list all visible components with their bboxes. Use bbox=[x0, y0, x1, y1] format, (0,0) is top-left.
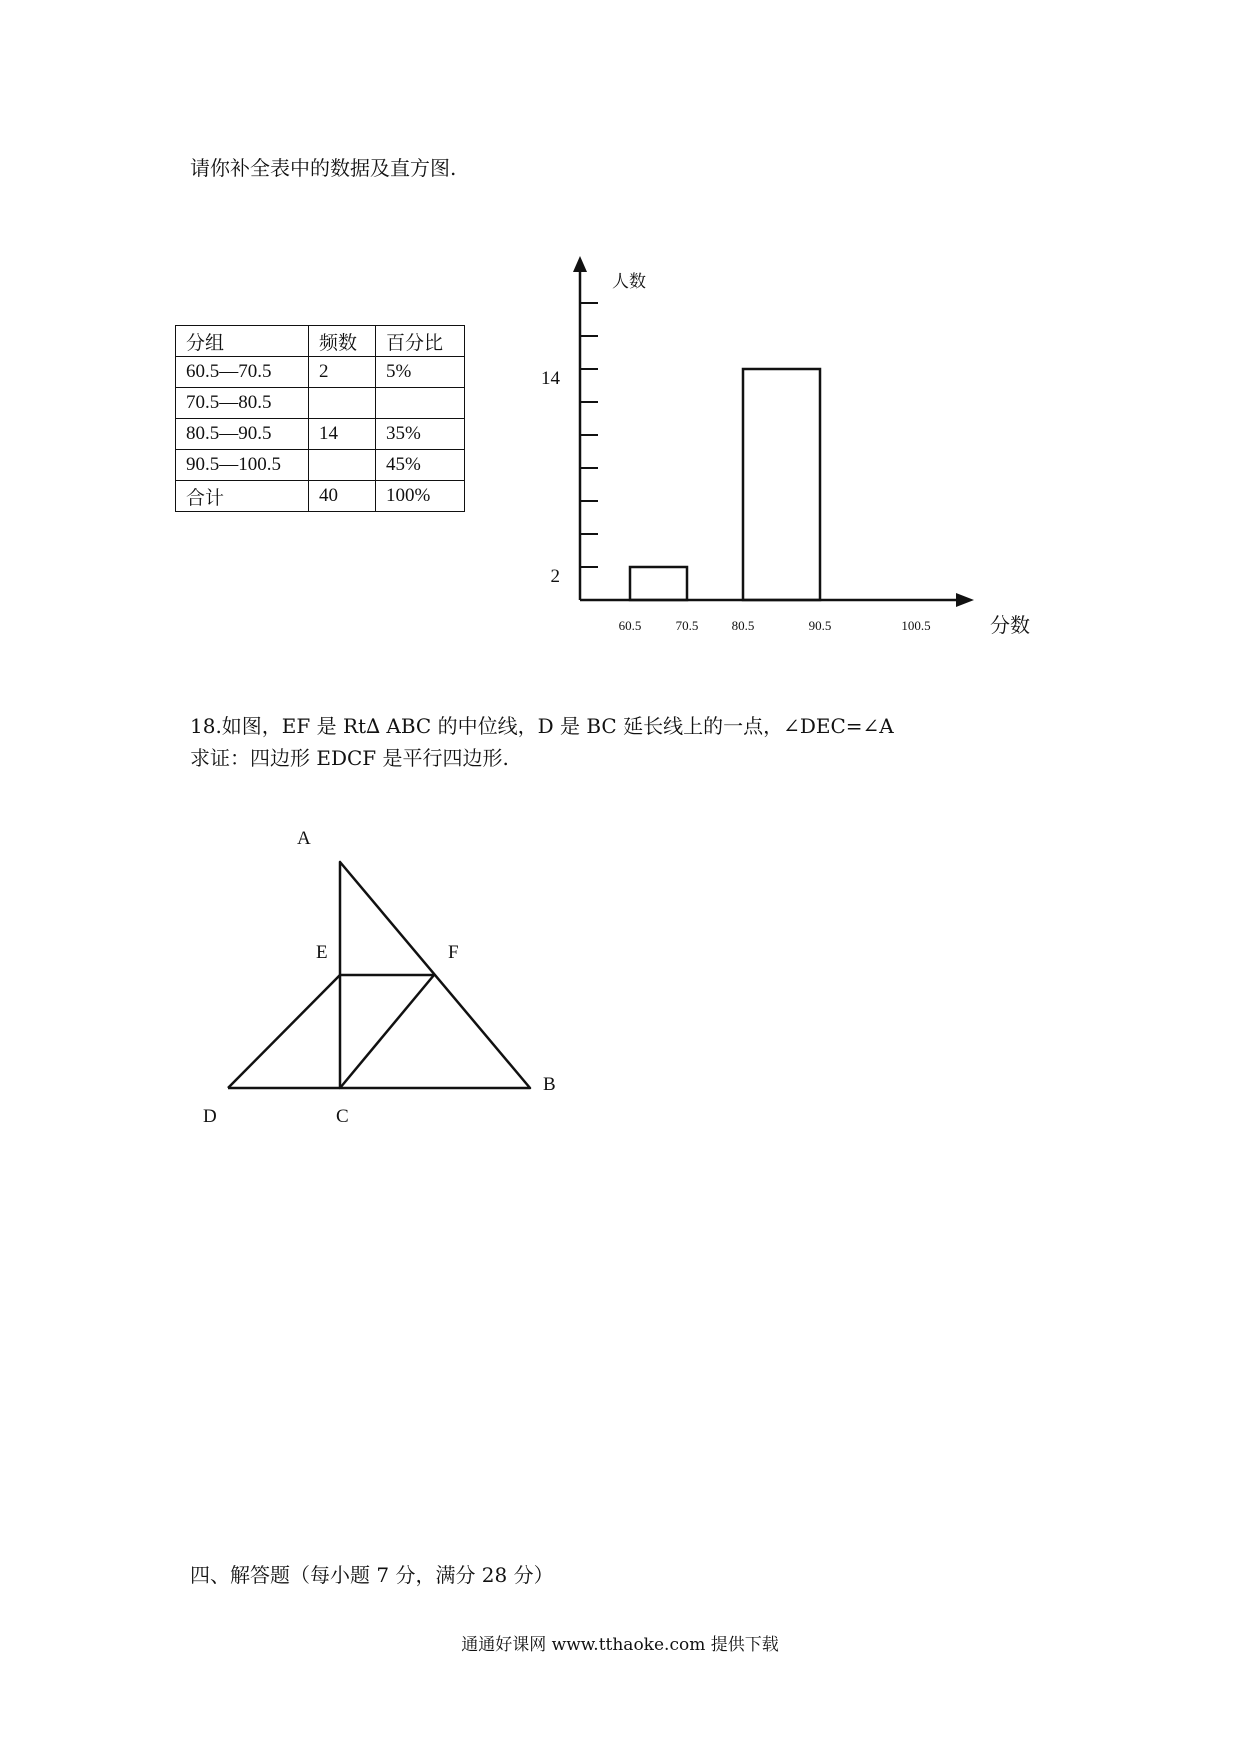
header-frequency: 频数 bbox=[309, 326, 376, 357]
header-group: 分组 bbox=[176, 326, 309, 357]
segment-fc bbox=[340, 975, 434, 1088]
table-cell: 90.5—100.5 bbox=[176, 450, 309, 481]
y-axis-title: 人数 bbox=[612, 272, 646, 291]
table-cell: 合计 bbox=[176, 481, 309, 512]
table-cell: 35% bbox=[376, 419, 465, 450]
label-f: F bbox=[448, 942, 459, 963]
x-tick-label: 100.5 bbox=[901, 618, 931, 633]
x-tick-label: 70.5 bbox=[675, 618, 699, 633]
problem-18-line2: 求证：四边形 EDCF 是平行四边形. bbox=[190, 746, 509, 770]
table-cell: 40 bbox=[309, 481, 376, 512]
chart-bars bbox=[630, 369, 820, 600]
histogram-bar bbox=[630, 567, 687, 600]
table-cell: 5% bbox=[376, 357, 465, 388]
triangle-abc bbox=[340, 862, 530, 1088]
label-d: D bbox=[203, 1106, 217, 1127]
label-b: B bbox=[543, 1074, 556, 1095]
label-c: C bbox=[336, 1106, 349, 1127]
y-tick-labels bbox=[541, 368, 561, 587]
section-4-heading: 四、解答题（每小题 7 分，满分 28 分） bbox=[190, 1563, 554, 1587]
chart-axes bbox=[573, 256, 974, 607]
table-cell: 70.5—80.5 bbox=[176, 388, 309, 419]
x-tick-label: 80.5 bbox=[731, 618, 755, 633]
instruction-text: 请你补全表中的数据及直方图. bbox=[190, 156, 457, 180]
y-axis-arrow-icon bbox=[573, 256, 587, 272]
y-tick-label: 14 bbox=[541, 368, 560, 389]
table-cell: 100% bbox=[376, 481, 465, 512]
histogram-chart bbox=[0, 0, 1240, 700]
x-axis-title: 分数 bbox=[990, 615, 1030, 637]
table-cell: 60.5—70.5 bbox=[176, 357, 309, 388]
table-cell: 2 bbox=[309, 357, 376, 388]
label-a: A bbox=[297, 828, 311, 849]
segment-ed bbox=[228, 975, 340, 1088]
header-percent: 百分比 bbox=[376, 326, 465, 357]
x-tick-label: 60.5 bbox=[618, 618, 642, 633]
table-cell: 80.5—90.5 bbox=[176, 419, 309, 450]
x-tick-labels bbox=[619, 618, 931, 633]
y-tick-marks bbox=[580, 303, 598, 567]
y-tick-label: 2 bbox=[550, 566, 560, 587]
label-e: E bbox=[316, 942, 328, 963]
histogram-bar bbox=[743, 369, 820, 600]
x-tick-label: 90.5 bbox=[808, 618, 832, 633]
table-cell: 14 bbox=[309, 419, 376, 450]
x-axis-arrow-icon bbox=[956, 593, 974, 607]
table-cell: 45% bbox=[376, 450, 465, 481]
problem-18-line1: 18.如图，EF 是 Rt∆ ABC 的中位线，D 是 BC 延长线上的一点，∠DEC=∠A bbox=[190, 714, 894, 738]
footer-text: 通通好课网 www.tthaoke.com 提供下载 bbox=[461, 1635, 779, 1655]
